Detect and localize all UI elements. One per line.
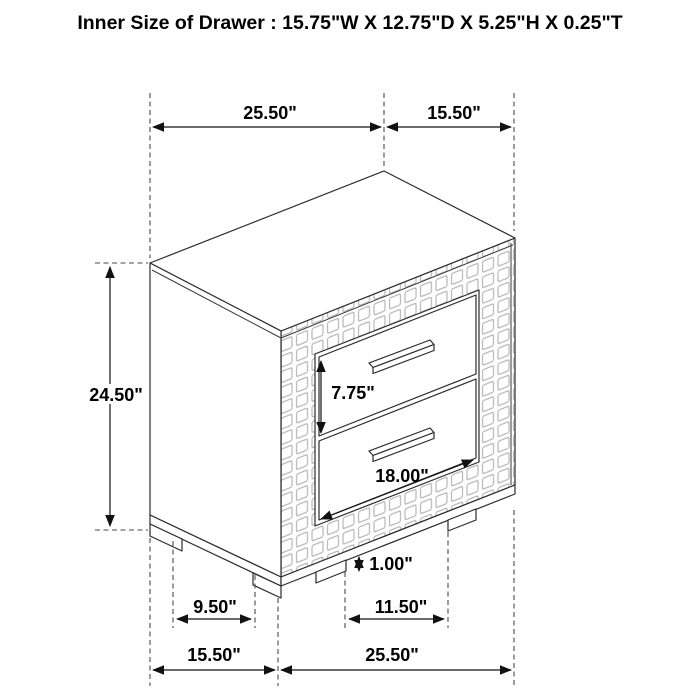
dim-label-top-width: 25.50" — [243, 103, 297, 123]
dim-label-bottom-width: 25.50" — [365, 645, 419, 665]
dim-label-overall-height: 24.50" — [89, 385, 143, 405]
dim-label-side-leg-spacing: 9.50" — [193, 597, 237, 617]
dim-label-top-depth: 15.50" — [427, 103, 481, 123]
dim-label-base-height: 1.00" — [369, 554, 413, 574]
dim-label-drawer-height: 7.75" — [331, 383, 375, 403]
dim-label-front-leg-spacing: 11.50" — [374, 597, 428, 617]
dim-label-bottom-depth: 15.50" — [187, 645, 241, 665]
dim-label-drawer-width: 18.00" — [375, 466, 429, 486]
diagram-title: Inner Size of Drawer : 15.75"W X 12.75"D X 5.25"H X 0.25"T — [77, 12, 623, 34]
